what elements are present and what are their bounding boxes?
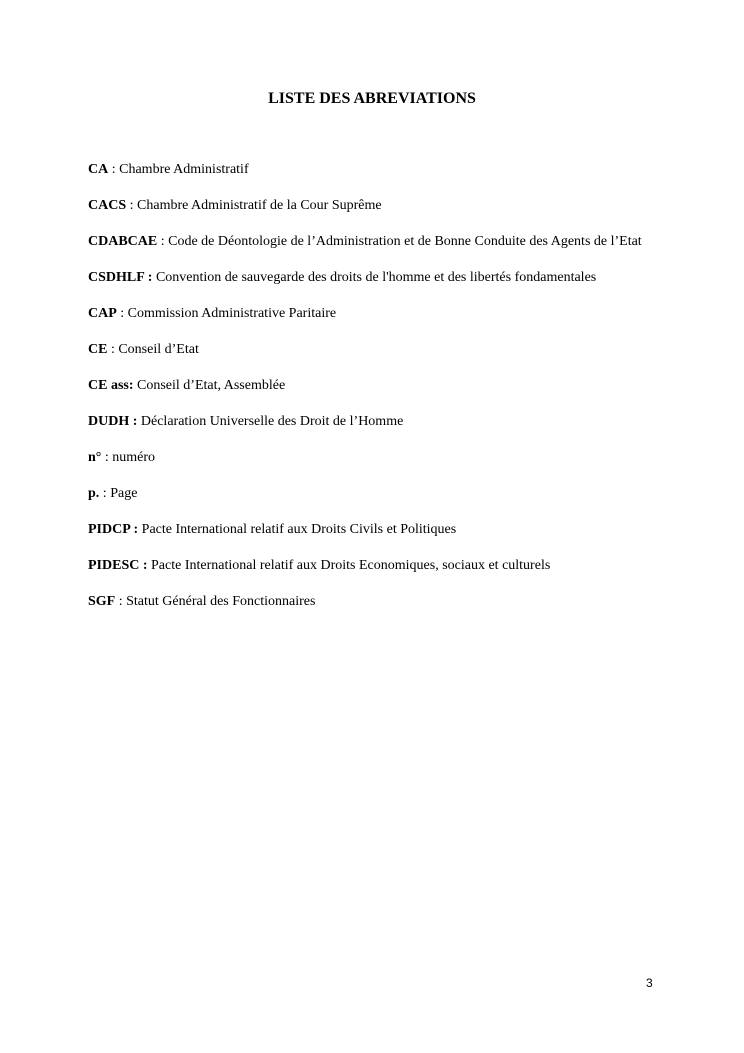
page-title: LISTE DES ABREVIATIONS	[268, 90, 476, 107]
list-item	[88, 373, 658, 399]
separator: :	[101, 450, 113, 465]
separator: :	[116, 306, 128, 321]
list-item	[88, 301, 658, 327]
abbreviation: CA	[88, 162, 109, 177]
list-item	[88, 265, 658, 291]
list-item	[88, 229, 658, 255]
separator: :	[99, 486, 111, 501]
abbreviation: CDABCAE	[88, 234, 158, 249]
separator: :	[107, 342, 119, 357]
abbreviation: DUDH :	[88, 414, 138, 429]
definition: numéro	[112, 450, 156, 465]
separator: :	[157, 234, 169, 249]
definition: Code de Déontologie de l’Administration et de Bonne Conduite des Agents de l’Etat	[168, 234, 642, 249]
definition: Pacte International relatif aux Droits Economiques, sociaux et culturels	[151, 558, 551, 573]
definition: Convention de sauvegarde des droits de l'homme et des libertés fondamentales	[155, 270, 597, 285]
abbreviation: PIDCP :	[88, 522, 139, 537]
abbreviation: SGF	[88, 594, 116, 609]
definition: Chambre Administratif	[119, 162, 249, 177]
page-number: 3	[646, 976, 653, 990]
abbreviation-list	[88, 157, 658, 625]
list-item	[88, 337, 658, 363]
definition: Statut Général des Fonctionnaires	[126, 594, 316, 609]
abbreviation: CSDHLF :	[88, 270, 153, 285]
definition: Conseil d’Etat, Assemblée	[137, 378, 286, 393]
list-item	[88, 157, 658, 183]
definition: Déclaration Universelle des Droit de l’Homme	[140, 414, 404, 429]
list-item	[88, 193, 658, 219]
list-item	[88, 409, 658, 435]
list-item	[88, 481, 658, 507]
list-item	[88, 445, 658, 471]
abbreviation: CACS	[88, 198, 127, 213]
abbreviation: n°	[88, 450, 102, 465]
abbreviation: PIDESC :	[88, 558, 148, 573]
separator: :	[126, 198, 138, 213]
list-item	[88, 553, 658, 579]
abbreviation: CE	[88, 342, 108, 357]
definition: Pacte International relatif aux Droits Civils et Politiques	[141, 522, 457, 537]
abbreviation: CAP	[88, 306, 117, 321]
separator: :	[108, 162, 120, 177]
list-item	[88, 589, 658, 615]
definition: Page	[110, 486, 138, 501]
abbreviation: p.	[88, 486, 100, 501]
separator: :	[115, 594, 127, 609]
definition: Conseil d’Etat	[118, 342, 199, 357]
abbreviation: CE ass:	[88, 378, 134, 393]
definition: Chambre Administratif de la Cour Suprême	[137, 198, 382, 213]
list-item	[88, 517, 658, 543]
definition: Commission Administrative Paritaire	[127, 306, 337, 321]
